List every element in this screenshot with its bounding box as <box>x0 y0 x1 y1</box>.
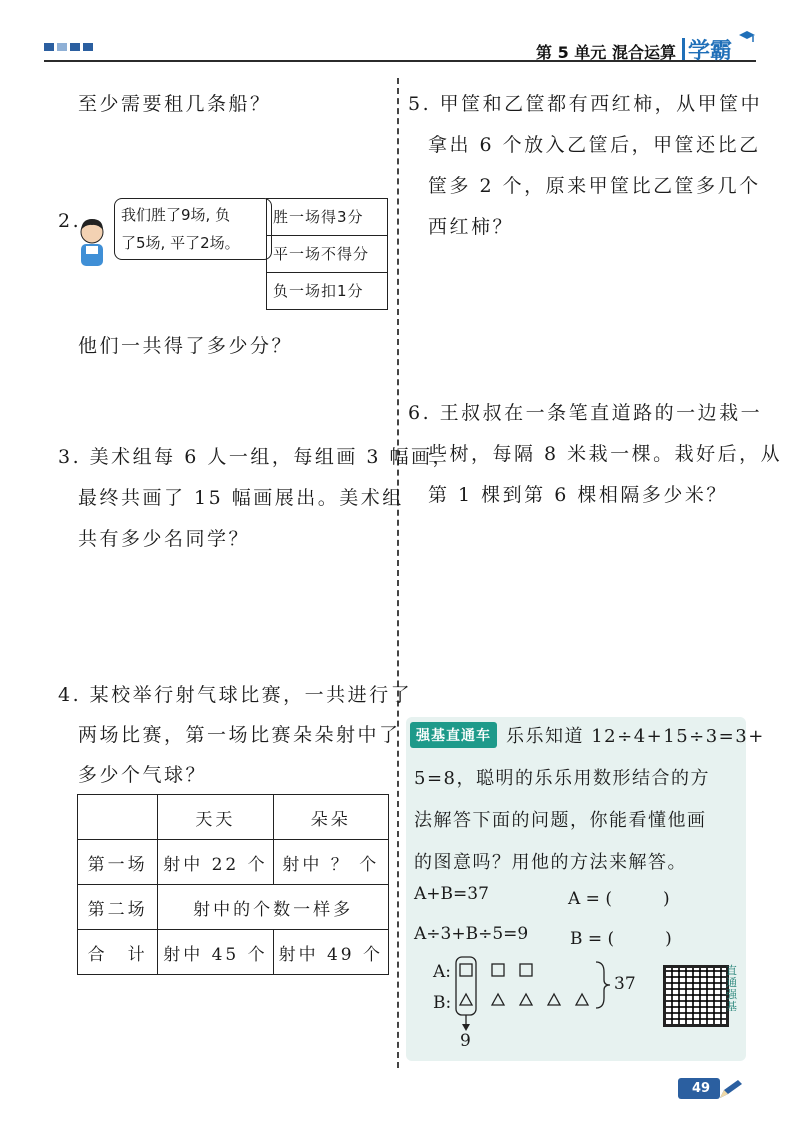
table-cell: 朵朵 <box>273 795 388 840</box>
page-number: 49 <box>678 1078 720 1099</box>
brand-bar <box>682 38 685 60</box>
q6-line-2: 些树，每隔 8 米栽一棵。栽好后，从 <box>428 443 783 465</box>
label-b: B: <box>433 993 452 1013</box>
table-cell <box>78 795 158 840</box>
triangle-shape <box>548 994 560 1005</box>
q3-line-1: 3. 美术组每 6 人一组，每组画 3 幅画， <box>58 446 455 468</box>
square-shape <box>520 964 532 976</box>
triangle-shape <box>492 994 504 1005</box>
q5-line-3: 筐多 2 个，原来甲筐比乙筐多几个 <box>428 175 761 197</box>
label-a: A: <box>433 962 452 982</box>
arrow-value: 9 <box>460 1031 471 1051</box>
q2-question: 他们一共得了多少分？ <box>78 335 294 357</box>
q4-line-1: 4. 某校举行射气球比赛，一共进行了 <box>58 684 413 706</box>
speech-line-1: 我们胜了9场, 负 <box>121 206 231 224</box>
answer-b: B = ( ) <box>570 929 672 949</box>
q6-line-1: 6. 王叔叔在一条笔直道路的一边栽一 <box>408 402 763 424</box>
table-cell: 射中的个数一样多 <box>158 885 389 930</box>
q5-line-2: 拿出 6 个放入乙筐后，甲筐还比乙 <box>428 134 761 156</box>
table-cell: 天天 <box>158 795 273 840</box>
topic-label: 混合运算 <box>612 43 677 62</box>
q4-line-3: 多少个气球？ <box>78 764 208 786</box>
table-cell: 第二场 <box>78 885 158 930</box>
table-cell: 第一场 <box>78 840 158 885</box>
panel-line-4: 的图意吗？用他的方法来解答。 <box>414 852 687 873</box>
equation-2: A÷3+B÷5=9 <box>414 924 529 944</box>
pencil-icon <box>718 1078 746 1100</box>
scoring-rules-box <box>266 198 388 310</box>
table-row <box>78 840 389 885</box>
panel-line-3: 法解答下面的问题，你能看懂他画 <box>414 810 707 831</box>
square-shape <box>460 964 472 976</box>
column-divider <box>397 78 399 1068</box>
qr-label: 直通强基 <box>726 964 737 1013</box>
score-table <box>77 794 389 975</box>
q4-line-2: 两场比赛，第一场比赛朵朵射中了 <box>78 724 401 746</box>
rule-win: 胜一场得3分 <box>267 199 387 236</box>
answer-a: A = ( ) <box>568 889 670 909</box>
brand-logo: 学霸 <box>688 39 733 64</box>
table-row <box>78 795 389 840</box>
q1-tail: 至少需要租几条船？ <box>78 93 272 115</box>
table-row <box>78 930 389 975</box>
triangle-shape <box>460 994 472 1005</box>
unit-label: 第 5 单元 <box>536 43 607 62</box>
q3-line-3: 共有多少名同学？ <box>78 528 251 550</box>
panel-line-1: 乐乐知道 12÷4+15÷3=3+ <box>506 726 765 747</box>
q5-line-4: 西红柿？ <box>428 216 515 238</box>
rule-draw: 平一场不得分 <box>267 236 387 273</box>
boy-avatar-icon <box>72 216 112 272</box>
brace-icon <box>596 962 610 1008</box>
grouping-diagram <box>452 954 652 1034</box>
panel-line-2: 5=8，聪明的乐乐用数形结合的方 <box>414 768 710 789</box>
panel-tag: 强基直通车 <box>410 722 497 748</box>
triangle-shape <box>520 994 532 1005</box>
table-cell: 射中 ？ 个 <box>273 840 388 885</box>
q6-line-3: 第 1 棵到第 6 棵相隔多少米？ <box>428 484 728 506</box>
triangle-shape <box>576 994 588 1005</box>
square-shape <box>492 964 504 976</box>
speech-bubble <box>114 198 272 260</box>
graduation-cap-icon <box>738 30 756 44</box>
q5-line-1: 5. 甲筐和乙筐都有西红柿，从甲筐中 <box>408 93 763 115</box>
rule-loss: 负一场扣1分 <box>273 282 364 300</box>
qr-code-icon[interactable] <box>663 965 729 1027</box>
arrow-head-icon <box>462 1024 470 1031</box>
speech-line-2: 了5场, 平了2场。 <box>121 234 240 252</box>
equation-1: A+B=37 <box>414 884 489 904</box>
group-outline <box>456 957 476 1015</box>
q3-line-2: 最终共画了 15 幅画展出。美术组 <box>78 487 404 509</box>
table-cell: 射中 49 个 <box>273 930 388 975</box>
table-cell: 合 计 <box>78 930 158 975</box>
table-cell: 射中 45 个 <box>158 930 273 975</box>
table-row <box>78 885 389 930</box>
header-decoration <box>44 43 93 51</box>
table-cell: 射中 22 个 <box>158 840 273 885</box>
q2-number: 2. <box>58 210 82 232</box>
total-label: 37 <box>614 974 636 994</box>
